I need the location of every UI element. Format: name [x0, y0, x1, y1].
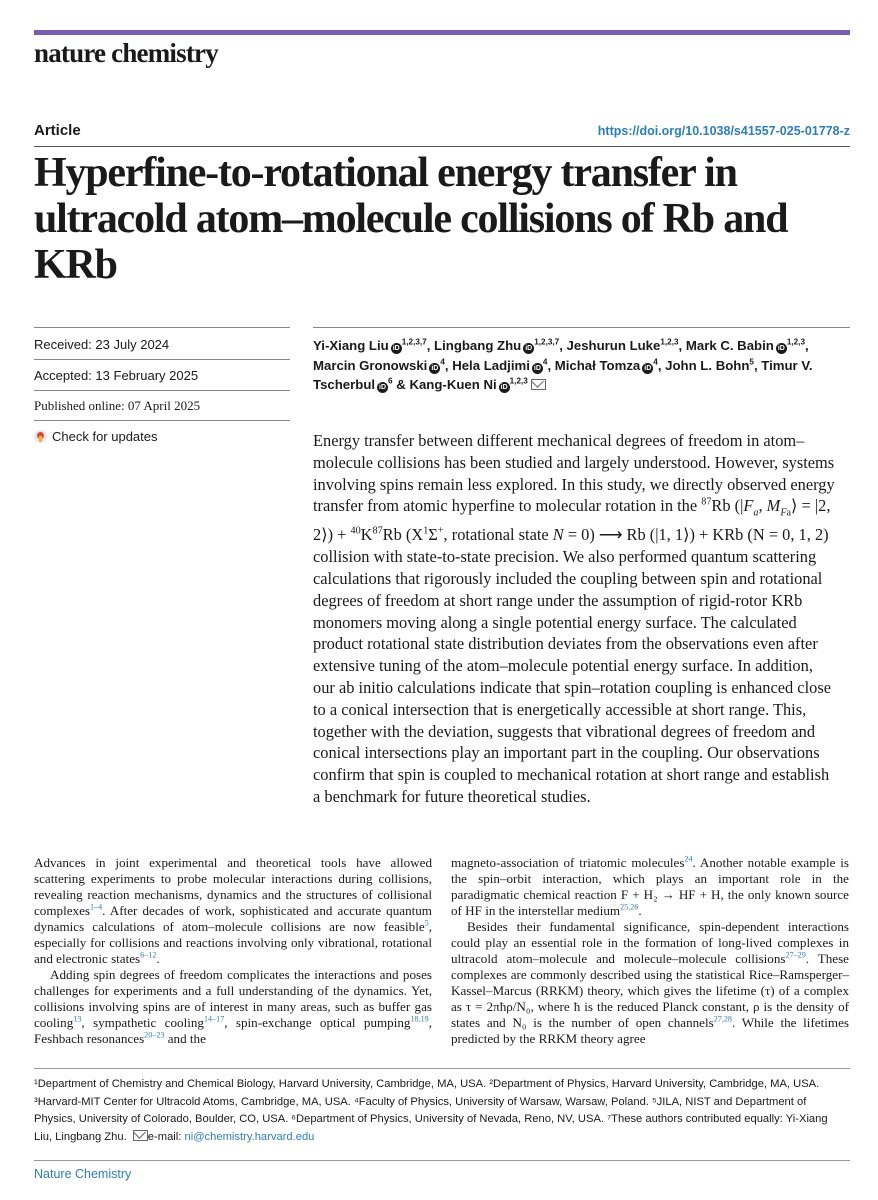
article-title: Hyperfine-to-rotational energy transfer in ultracold atom–molecule collisions of Rb and KRb [34, 150, 788, 288]
meta-divider [34, 327, 290, 328]
affiliation-rule [34, 1068, 850, 1069]
footer-rule [34, 1160, 850, 1161]
check-updates-button[interactable] [34, 429, 158, 444]
affiliations: ¹Department of Chemistry and Chemical Biology, Harvard University, Cambridge, MA, USA. ²Department of Physics, Harvard University, Cambridge, MA, USA. ³Harvard-MIT Center for Ultracold Atoms, Cambridge, MA, USA. ⁴Faculty of Physics, University of Warsaw, Warsaw, Poland. ⁵JILA, NIST and Department of Physics, University of Colorado, Boulder, CO, USA. ⁶Department of Physics, University of Nevada, Reno, NV, USA. ⁷These authors contributed equally: Yi-Xiang Liu, Lingbang Zhu. e-mail: ni@chemistry.harvard.edu [34, 1078, 828, 1143]
orcid-icon: iD [379, 384, 387, 391]
author[interactable]: Marcin Gronowski $iD^4$ [313, 357, 445, 373]
abstract: Energy transfer between different mechanical degrees of freedom in atom–molecule collisions has been studied and largely understood. However, systems involving spins remain less explored. In this study, we directly observed energy transfer from atomic hyperfine to molecular rotation in the $^{87}$Rb ($|F_a$, $M_{Fa}⟩ = |2$, 2⟩) + $^{40}K^{87}Rb$ ($X^1\Sigma^+$, rotational state N = 0) ⟶ Rb (|1, 1⟩) + KRb (N = 0, 1, 2) collision with state-to-state precision. We also performed quantum scattering calculations that rigorously included the coupling between spin and rotational degrees of freedom at short range under the assumption of rigid-rotor KRb monomers moving along a single potential energy surface. The calculated product rotational state distribution deviates from the observations even after extensive tuning of the atom–molecule potential energy surface. In addition, our ab initio calculations indicate that spin–rotation coupling is enhanced close to a conical intersection that is energetically accessible at short range. This, together with the deviation, suggests that vibrational degrees of freedom and conical intersections play an important part in the coupling. Our observations confirm that spin is coupled to mechanical rotation at short range and establish a benchmark for future theoretical studies. [313, 431, 835, 807]
meta-divider [34, 390, 290, 391]
title-rule [34, 146, 850, 147]
author[interactable]: Yi-Xiang Liu iD$^{1,2,3,7}$ [313, 337, 427, 353]
meta-divider [34, 359, 290, 360]
orcid-icon: iD [644, 364, 652, 372]
orcid-icon: iD [500, 384, 508, 391]
crossmark-icon [34, 430, 47, 443]
header-bar [34, 30, 850, 35]
journal-name: nature chemistry [34, 38, 218, 68]
body-column-right: magneto-association of triatomic molecules$^{24}$. Another notable example is the spin–orbit interaction, which plays an important role in the paradigmatic chemical reaction F + H₂ → HF + H, the only known source of HF in the interstellar medium$^{25,26}$. Besides their fundamental significance, spin-dependent interactions could play an essential role in the formation of long-lived complexes in ultracold atom–molecule and molecule–molecule collisions$^{27-29}$. These complexes are commonly described using the statistical Rice–Ramsperger–Kassel–Marcus (RRKM) theory, which gives the lifetime (τ) of a complex as τ = 2πħρ/N₀, where ħ is the reduced Planck constant, ρ is the density of states and N₀ is the number of open channels$^{27,28}$. While the lifetimes predicted by the RRKM theory agree [451, 854, 849, 1046]
orcid-icon: iD [431, 364, 439, 372]
doi-link[interactable]: https://doi.org/10.1038/s41557-025-01778-z [597, 124, 850, 138]
author[interactable]: Timur V. Tscherbul $iD^6$ [313, 357, 813, 392]
check-updates-label: Check for updates [52, 429, 158, 444]
orcid-icon: iD [525, 345, 533, 352]
author[interactable]: Kang-Kuen Ni iD$^{1,2,3}$ [409, 376, 528, 392]
received-date: Received: 23 July 2024 [34, 337, 170, 352]
meta-divider [34, 420, 290, 421]
author[interactable]: Lingbang Zhu iD$^{1,2,3,7}$ [434, 337, 560, 353]
orcid-icon: iD [533, 364, 541, 372]
author[interactable]: Hela Ladjimi $iD^4$ [452, 357, 548, 373]
author[interactable]: John L. Bohn$^5$ [665, 357, 754, 373]
orcid-icon: iD [777, 345, 785, 352]
accepted-date: Accepted: 13 February 2025 [34, 368, 199, 383]
author-list: Yi-Xiang Liu iD$^{1,2,3,7}$, Lingbang Zhu iD$^{1,2,3,7}$, Jeshurun Luke$^{1,2,3}$, Mark C. Babin iD$^{1,2,3}$, Marcin Gronowski $iD^4$, Hela Ladjimi $iD^4$, Michał Tomza $iD^4$, John L. Bohn$^5$, Timur V. Tscherbul $iD^6$ & Kang-Kuen Ni iD$^{1,2,3}$ [313, 337, 813, 392]
orcid-icon: iD [392, 345, 400, 352]
envelope-icon [133, 1130, 148, 1141]
body-column-left: Advances in joint experimental and theoretical tools have allowed scattering experiments to probe molecular interactions during collisions, revealing reaction mechanisms, dynamics and the structures of collisional complexes$^{1-4}$. After decades of work, sophisticated and accurate quantum dynamics calculations of atom–molecule collisions are now feasible$^5$, especially for collisions and reactions involving only vibrational, rotational and electronic states$^{6-12}$. Adding spin degrees of freedom complicates the interactions and poses challenges for experiments and a full understanding of the dynamics. Yet, collisions involving spins are of interest in many areas, such as buffer gas cooling$^{13}$, sympathetic cooling$^{14-17}$, spin-exchange optical pumping$^{18,19}$, Feshbach resonances$^{20-23}$ and the [34, 855, 432, 1046]
article-type: Article [34, 122, 81, 139]
email-link[interactable]: ni@chemistry.harvard.edu [184, 1130, 315, 1143]
envelope-icon[interactable] [531, 379, 546, 390]
footer-journal[interactable]: Nature Chemistry [34, 1167, 132, 1181]
author[interactable]: Michał Tomza $iD^4$ [554, 357, 658, 373]
author[interactable]: Jeshurun Luke$^{1,2,3}$ [566, 337, 679, 353]
author[interactable]: Mark C. Babin iD$^{1,2,3}$ [685, 337, 805, 353]
author-divider [313, 327, 850, 328]
published-date: Published online: 07 April 2025 [34, 398, 201, 413]
